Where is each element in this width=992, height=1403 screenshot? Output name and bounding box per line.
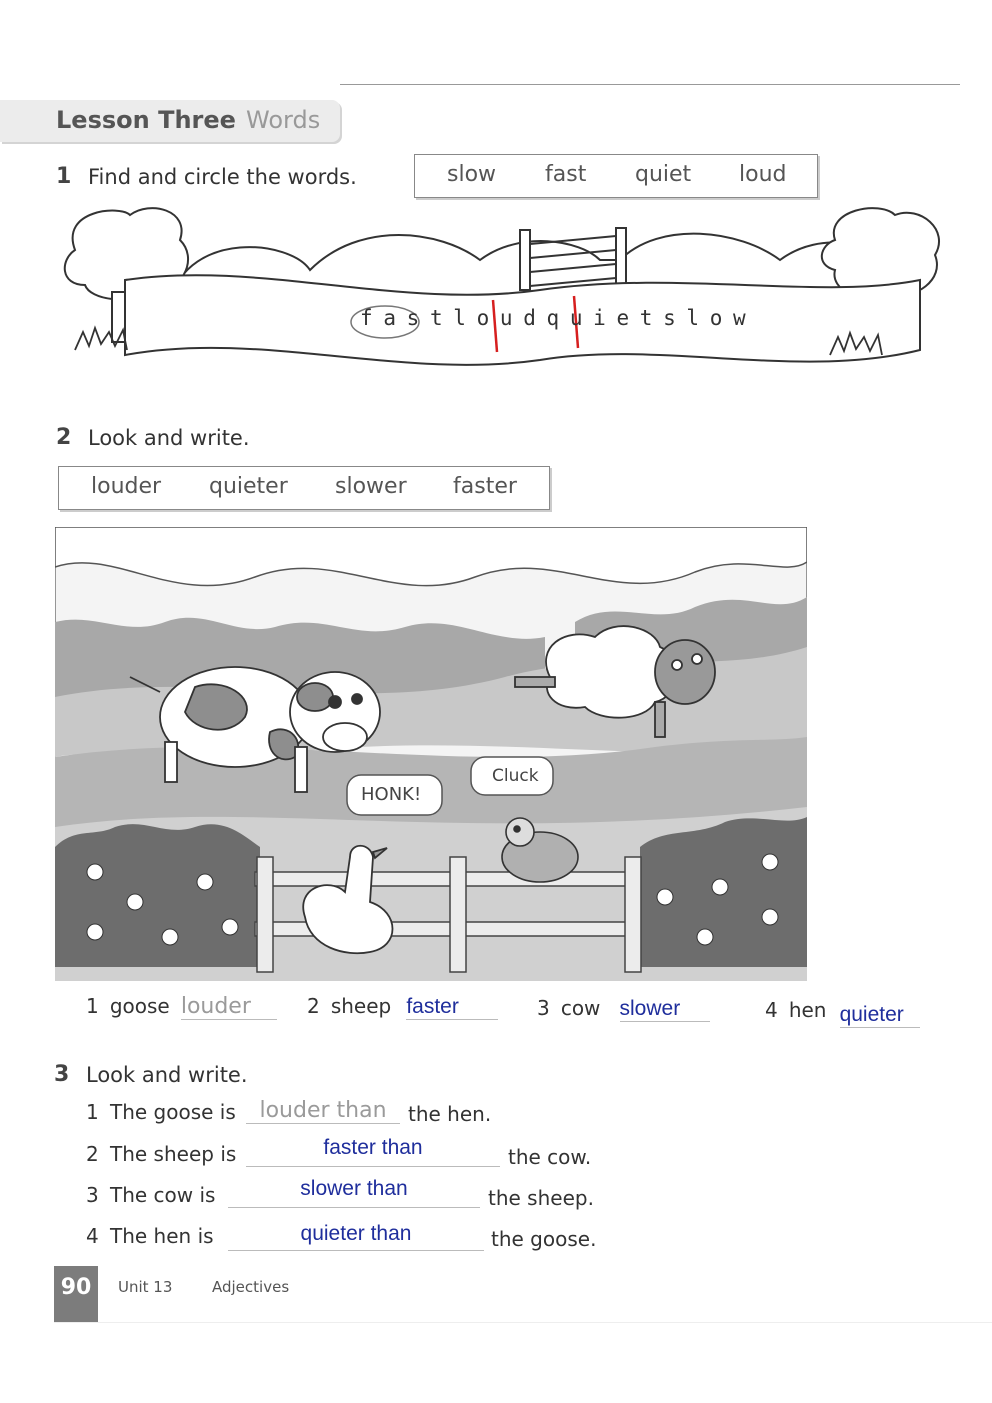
lesson-title: Lesson Three <box>56 106 236 134</box>
ex3-answer-field[interactable]: slower than <box>228 1177 480 1208</box>
ex2-word: slower <box>335 474 407 499</box>
ex2-word: quieter <box>209 474 288 499</box>
answer-number: 4 <box>765 998 778 1022</box>
letter: d <box>523 306 535 330</box>
letter: q <box>546 306 559 330</box>
letter: u <box>569 306 582 330</box>
footer-unit: Unit 13 <box>118 1278 173 1296</box>
answer-field[interactable]: slower <box>620 997 710 1022</box>
ex3-sentence-end: the hen. <box>408 1102 492 1126</box>
answer-animal: sheep <box>330 994 392 1018</box>
ex3-sentence-end: the goose. <box>491 1227 597 1251</box>
cluck-bubble-text: Cluck <box>492 766 539 786</box>
farm-illustration <box>55 527 807 981</box>
ex3-sentence-start: The goose is <box>110 1100 236 1124</box>
header-rule <box>340 84 960 85</box>
letter: s <box>663 306 675 330</box>
letter: t <box>639 306 652 330</box>
ex3-answer-field[interactable]: faster than <box>246 1136 500 1167</box>
ex1-wordbox <box>414 154 818 198</box>
page-number: 90 <box>54 1266 98 1322</box>
ex3-sentence-end: the sheep. <box>488 1186 594 1210</box>
answer-animal: hen <box>788 998 827 1022</box>
letter: w <box>733 306 745 330</box>
ex1-word: quiet <box>635 162 692 187</box>
ex3-num: 2 <box>86 1142 99 1166</box>
ex1-word: slow <box>447 162 497 187</box>
answer-field[interactable]: quieter <box>840 1003 920 1028</box>
ex2-title: Look and write. <box>88 426 250 450</box>
answer-number: 3 <box>537 996 550 1020</box>
letter: l <box>453 306 465 330</box>
letter: o <box>476 306 489 330</box>
ex2-answer-1 <box>86 994 277 1020</box>
ex2-answer-3 <box>537 996 710 1022</box>
ex3-num: 1 <box>86 1100 99 1124</box>
ex1-ribbon-scene <box>60 200 950 380</box>
ex3-sentence-start: The cow is <box>110 1183 216 1207</box>
letter: u <box>499 306 512 330</box>
ex3-sentence-end: the cow. <box>508 1145 592 1169</box>
answer-field[interactable]: faster <box>406 995 498 1020</box>
letter: o <box>709 306 722 330</box>
letter: s <box>406 306 419 330</box>
answer-animal: goose <box>109 994 170 1018</box>
page-bottom-edge <box>54 1322 992 1323</box>
answer-animal: cow <box>560 996 601 1020</box>
ex1-letter-string <box>360 306 745 330</box>
honk-bubble-text: HONK! <box>361 784 422 805</box>
ex1-word: fast <box>545 162 587 187</box>
ex2-answer-4 <box>765 998 920 1024</box>
ex2-word: faster <box>453 474 517 499</box>
answer-number: 2 <box>307 994 320 1018</box>
ex2-word: louder <box>91 474 162 499</box>
ex3-answer-field[interactable]: louder than <box>246 1098 400 1124</box>
ex3-num: 3 <box>86 1183 99 1207</box>
ex1-word: loud <box>739 162 787 187</box>
ex2-number: 2 <box>56 425 72 450</box>
ex1-title: Find and circle the words. <box>88 165 357 189</box>
ex3-number: 3 <box>54 1062 70 1087</box>
letter: f <box>360 306 372 330</box>
ex3-title: Look and write. <box>86 1063 248 1087</box>
letter: e <box>616 306 629 330</box>
ex1-number: 1 <box>56 164 72 189</box>
lesson-section: Words <box>246 106 321 134</box>
footer-topic: Adjectives <box>212 1278 290 1296</box>
ex3-answer-field[interactable]: quieter than <box>228 1222 484 1251</box>
lesson-header <box>0 100 340 142</box>
letter: l <box>686 306 699 330</box>
ex3-num: 4 <box>86 1224 99 1248</box>
letter: i <box>593 306 605 330</box>
answer-number: 1 <box>86 994 99 1018</box>
ex2-wordbox <box>58 466 550 510</box>
ex3-sentence-start: The hen is <box>110 1224 214 1248</box>
letter: t <box>429 306 442 330</box>
answer-field[interactable]: louder <box>181 994 277 1020</box>
letter: a <box>383 306 395 330</box>
ex2-answer-2 <box>307 994 498 1020</box>
ex3-sentence-start: The sheep is <box>110 1142 237 1166</box>
